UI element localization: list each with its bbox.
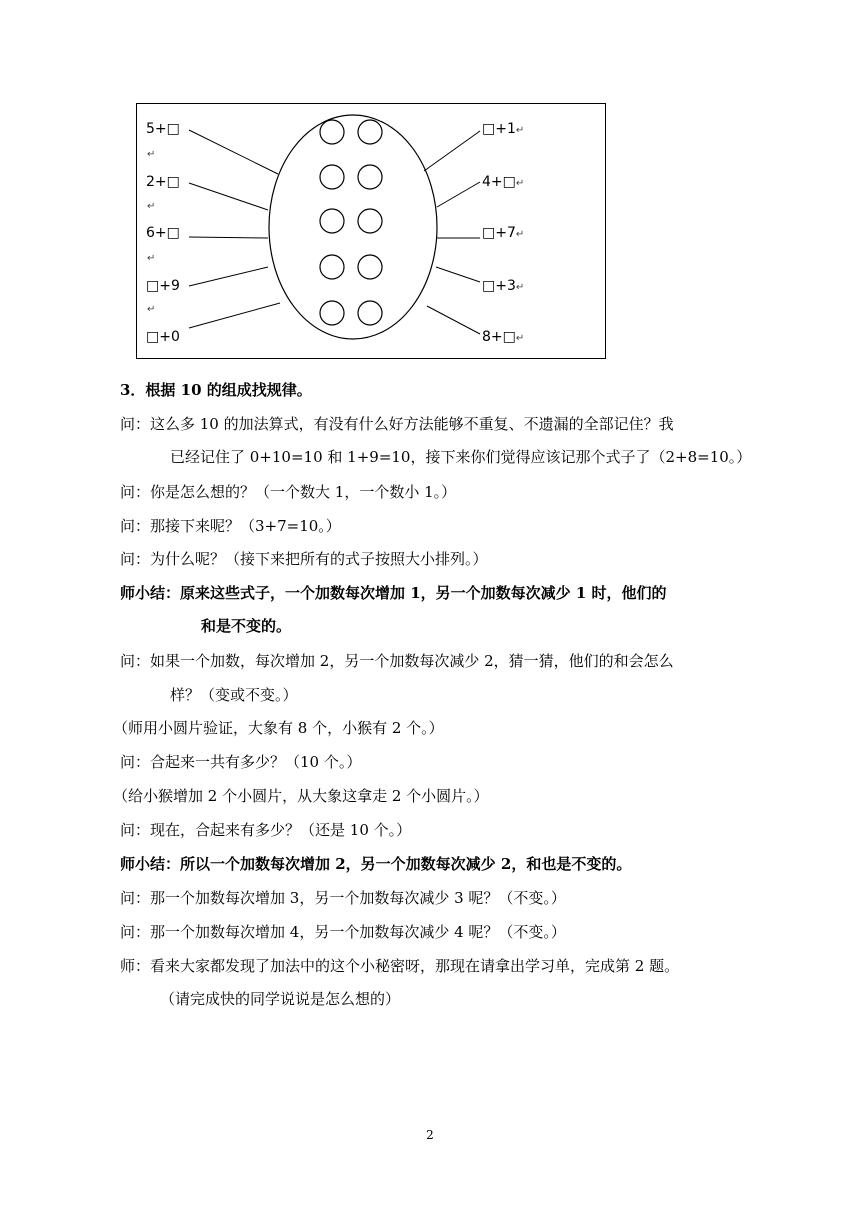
left-label-5: □+0: [146, 329, 180, 345]
paragraph-line: 和是不变的。: [201, 617, 292, 635]
return-mark: ↵: [515, 282, 525, 293]
counter-circle: [320, 255, 344, 279]
left-label-1: 5+□: [146, 121, 180, 137]
paragraph-line: 师小结：原来这些式子，一个加数每次增加 1，另一个加数每次减少 1 时，他们的: [120, 584, 667, 602]
right-label-2: [482, 174, 524, 192]
left-label-3: 6+□: [146, 225, 180, 241]
paragraph-line: 问：为什么呢？（接下来把所有的式子按照大小排列。）: [120, 550, 488, 568]
counter-circle: [358, 255, 382, 279]
right-label-2-text: 4+□: [482, 174, 516, 190]
return-mark: ↵: [515, 125, 525, 136]
oval-outline: [269, 115, 437, 339]
figure-drawing: [137, 104, 607, 360]
right-label-4-text: □+3: [482, 278, 516, 294]
left-label-4: □+9: [146, 278, 180, 294]
paragraph-line: 问：合起来一共有多少？（10 个。）: [120, 753, 362, 771]
paragraph-line: （师用小圆片验证，大象有 8 个，小猴有 2 个。）: [113, 719, 444, 737]
counter-circle: [358, 165, 382, 189]
return-mark: ↵: [147, 253, 156, 264]
left-label-2: 2+□: [146, 174, 180, 190]
paragraph-line: 已经记住了 0+10=10 和 1+9=10，接下来你们觉得应该记那个式子了（2+8=10。）: [170, 448, 752, 466]
paragraph-line: （请完成快的同学说说是怎么想的）: [160, 990, 401, 1008]
return-mark: ↵: [147, 201, 156, 212]
return-mark: ↵: [515, 178, 525, 189]
return-mark: ↵: [147, 304, 156, 315]
paragraph-line: 问：那一个加数每次增加 4，另一个加数每次减少 4 呢？（不变。）: [120, 923, 566, 941]
paragraph-line: 样？（变或不变。）: [170, 686, 298, 704]
return-mark: ↵: [147, 149, 156, 160]
counter-circle: [358, 120, 382, 144]
counter-circles: [320, 120, 382, 325]
right-label-5-text: 8+□: [482, 329, 516, 345]
connector-line: [427, 306, 480, 334]
connector-line: [189, 303, 280, 328]
paragraph-line: 问：如果一个加数，每次增加 2，另一个加数每次减少 2，猜一猜，他们的和会怎么: [120, 652, 674, 670]
page-number: 2: [426, 1128, 434, 1142]
right-label-4: [482, 278, 524, 296]
counter-circle: [358, 301, 382, 325]
paragraph-line: 问：那一个加数每次增加 3，另一个加数每次减少 3 呢？（不变。）: [120, 889, 566, 907]
connector-line: [189, 267, 268, 286]
counter-circle: [320, 120, 344, 144]
return-mark: ↵: [515, 229, 525, 240]
right-label-5: [482, 329, 524, 347]
connector-line: [436, 267, 480, 282]
connector-line: [189, 237, 268, 238]
paragraph-line: （给小猴增加 2 个小圆片，从大象这拿走 2 个小圆片。）: [113, 787, 489, 805]
return-mark: ↵: [515, 333, 525, 344]
paragraph-line: 问：那接下来呢？（3+7=10。）: [120, 517, 341, 535]
counter-circle: [358, 209, 382, 233]
right-label-1: [482, 121, 524, 139]
paragraph-line: 师小结：所以一个加数每次增加 2，另一个加数每次减少 2，和也是不变的。: [120, 855, 632, 873]
counter-circle: [320, 165, 344, 189]
matching-figure: [136, 103, 606, 359]
section-heading: 3．根据 10 的组成找规律。: [120, 381, 312, 399]
counter-circle: [320, 209, 344, 233]
paragraph-line: 问：你是怎么想的？（一个数大 1，一个数小 1。）: [120, 483, 457, 501]
paragraph-line: 问：这么多 10 的加法算式，有没有什么好方法能够不重复、不遗漏的全部记住？我: [120, 415, 674, 433]
paragraph-line: 问：现在，合起来有多少？（还是 10 个。）: [120, 821, 412, 839]
connector-line: [424, 131, 480, 171]
paragraph-line: 师：看来大家都发现了加法中的这个小秘密呀，那现在请拿出学习单，完成第 2 题。: [120, 957, 680, 975]
right-label-3: [482, 225, 524, 243]
connector-line: [189, 183, 268, 210]
right-label-3-text: □+7: [482, 225, 516, 241]
connector-line: [189, 130, 278, 174]
connector-line: [437, 182, 480, 207]
counter-circle: [320, 301, 344, 325]
right-label-1-text: □+1: [482, 121, 516, 137]
